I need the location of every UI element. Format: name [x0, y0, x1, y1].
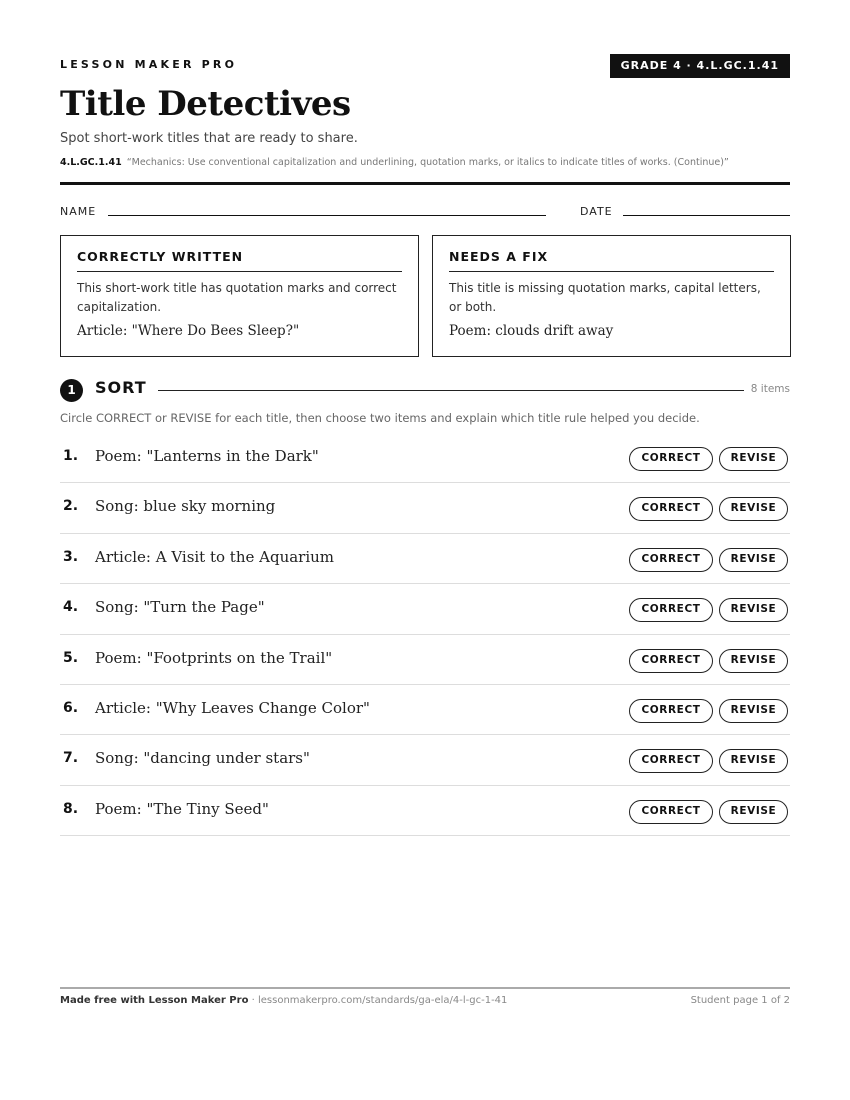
- item-number: 2.: [63, 498, 79, 515]
- example-heading: NEEDS A FIX: [449, 249, 774, 272]
- revise-button[interactable]: REVISE: [719, 598, 788, 622]
- example-description: This title is missing quotation marks, capital letters, or both.: [449, 281, 761, 314]
- list-item: [60, 635, 790, 685]
- correct-button[interactable]: CORRECT: [629, 649, 713, 673]
- example-sample: Article: "Where Do Bees Sleep?": [77, 323, 300, 339]
- example-correct-box: [60, 235, 419, 357]
- list-item: [60, 735, 790, 785]
- page-title: Title Detectives: [60, 84, 351, 124]
- revise-button[interactable]: REVISE: [719, 749, 788, 773]
- item-number: 8.: [63, 800, 79, 817]
- item-number: 7.: [63, 750, 79, 767]
- correct-button[interactable]: CORRECT: [629, 749, 713, 773]
- item-title: Poem: "Lanterns in the Dark": [95, 447, 319, 465]
- revise-button[interactable]: REVISE: [719, 649, 788, 673]
- example-heading: CORRECTLY WRITTEN: [77, 249, 402, 272]
- date-field[interactable]: [623, 215, 790, 216]
- footer-separator: ·: [248, 995, 258, 1006]
- revise-button[interactable]: REVISE: [719, 548, 788, 572]
- brand-name: LESSON MAKER PRO: [60, 58, 238, 71]
- item-number: 6.: [63, 699, 79, 716]
- item-number: 3.: [63, 548, 79, 565]
- standard-code: 4.L.GC.1.41: [60, 157, 122, 168]
- date-label: DATE: [580, 205, 613, 218]
- item-count: 8 items: [750, 383, 790, 395]
- list-item: [60, 685, 790, 735]
- footer-credit: [60, 995, 507, 1006]
- item-title: Article: "Why Leaves Change Color": [95, 698, 370, 717]
- item-number: 4.: [63, 599, 79, 616]
- worksheet-page: [60, 0, 790, 1100]
- correct-button[interactable]: CORRECT: [629, 497, 713, 521]
- item-title: Poem: "The Tiny Seed": [95, 799, 269, 818]
- footer-brand: Made free with Lesson Maker Pro: [60, 995, 249, 1006]
- correct-button[interactable]: CORRECT: [629, 598, 713, 622]
- example-sample: Poem: clouds drift away: [449, 323, 614, 339]
- example-description: This short-work title has quotation marks and correct capitalization.: [77, 281, 397, 314]
- list-item: [60, 433, 790, 483]
- list-item: [60, 534, 790, 584]
- correct-button[interactable]: CORRECT: [629, 699, 713, 723]
- page-indicator: Student page 1 of 2: [690, 995, 790, 1006]
- revise-button[interactable]: REVISE: [719, 699, 788, 723]
- footer-divider: [60, 987, 790, 989]
- item-number: 1.: [63, 448, 79, 464]
- page-subtitle: Spot short-work titles that are ready to share.: [60, 131, 358, 146]
- item-title: Poem: "Footprints on the Trail": [95, 648, 333, 667]
- item-title: Article: A Visit to the Aquarium: [95, 547, 335, 566]
- revise-button[interactable]: REVISE: [719, 800, 788, 824]
- correct-button[interactable]: CORRECT: [629, 548, 713, 572]
- item-title: Song: blue sky morning: [95, 497, 276, 516]
- section-title: SORT: [95, 378, 147, 397]
- revise-button[interactable]: REVISE: [719, 497, 788, 521]
- name-field[interactable]: [108, 215, 546, 216]
- footer-url[interactable]: lessonmakerpro.com/standards/ga-ela/4-l-gc-1-41: [257, 995, 508, 1006]
- list-item: [60, 786, 790, 836]
- list-item: [60, 584, 790, 634]
- list-item: [60, 483, 790, 533]
- section-divider: [158, 390, 744, 391]
- item-list: [60, 433, 790, 836]
- grade-badge: GRADE 4 · 4.L.GC.1.41: [610, 54, 790, 78]
- standard-description: [60, 157, 790, 168]
- item-number: 5.: [63, 649, 79, 666]
- name-label: NAME: [60, 205, 97, 218]
- correct-button[interactable]: CORRECT: [629, 447, 713, 471]
- correct-button[interactable]: CORRECT: [629, 800, 713, 824]
- standard-text: “Mechanics: Use conventional capitalization and underlining, quotation marks, or italics to indicate titles of works. (Continue)”: [126, 157, 729, 168]
- item-title: Song: "dancing under stars": [95, 749, 310, 768]
- section-instructions: Circle CORRECT or REVISE for each title, then choose two items and explain which title rule helped you decide.: [60, 411, 700, 425]
- header-divider: [60, 182, 790, 185]
- revise-button[interactable]: REVISE: [719, 447, 788, 471]
- section-number-badge: 1: [60, 379, 83, 402]
- item-title: Song: "Turn the Page": [95, 598, 265, 617]
- example-fix-box: [432, 235, 791, 357]
